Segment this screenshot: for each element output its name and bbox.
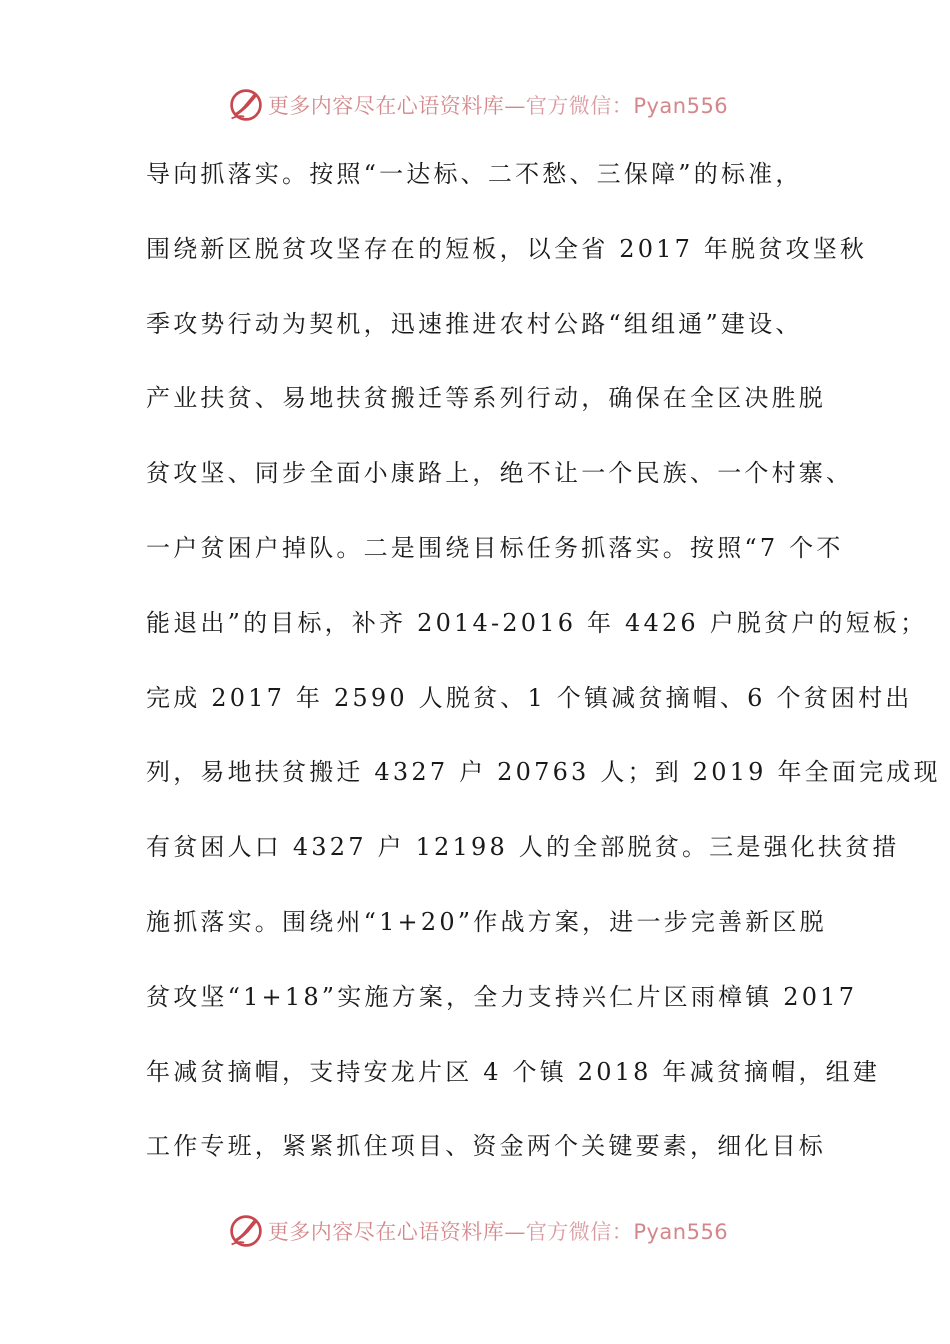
document-body xyxy=(146,137,941,1184)
pen-logo-icon xyxy=(228,1213,264,1249)
header-separator: — xyxy=(504,94,526,118)
footer-official-label: 官方微信： xyxy=(525,1220,634,1244)
body-line: 产业扶贫、易地扶贫搬迁等系列行动，确保在全区决胜脱 xyxy=(146,384,826,413)
body-line: 工作专班，紧紧抓住项目、资金两个关键要素，细化目标 xyxy=(146,1132,826,1161)
footer-text xyxy=(268,1216,728,1246)
footer-wechat-id: Pyan556 xyxy=(633,1220,729,1244)
header-wechat-id: Pyan556 xyxy=(633,94,729,118)
body-line: 导向抓落实。按照“一达标、二不愁、三保障”的标准， xyxy=(146,160,803,188)
body-line: 列，易地扶贫搬迁 4327 户 20763 人；到 2019 年全面完成现 xyxy=(146,758,941,787)
footer-banner xyxy=(0,1206,950,1256)
body-line: 围绕新区脱贫攻坚存在的短板，以全省 2017 年脱贫攻坚秋 xyxy=(146,234,868,263)
pen-logo-icon xyxy=(228,87,264,123)
footer-separator: — xyxy=(504,1220,526,1244)
body-line: 贫攻坚、同步全面小康路上，绝不让一个民族、一个村寨、 xyxy=(146,459,854,488)
footer-slogan: 更多内容尽在心语资料库 xyxy=(267,1220,505,1244)
body-line: 完成 2017 年 2590 人脱贫、1 个镇减贫摘帽、6 个贫困村出 xyxy=(146,683,913,712)
body-line: 能退出”的目标，补齐 2014-2016 年 4426 户脱贫户的短板； xyxy=(146,608,928,637)
header-banner xyxy=(0,80,950,130)
header-text xyxy=(268,90,728,120)
body-line: 贫攻坚“1+18”实施方案，全力支持兴仁片区雨樟镇 2017 xyxy=(146,982,858,1011)
body-line: 季攻势行动为契机，迅速推进农村公路“组组通”建设、 xyxy=(146,309,803,338)
header-slogan: 更多内容尽在心语资料库 xyxy=(267,94,505,118)
body-line: 有贫困人口 4327 户 12198 人的全部脱贫。三是强化扶贫措 xyxy=(146,833,900,862)
body-line: 年减贫摘帽，支持安龙片区 4 个镇 2018 年减贫摘帽，组建 xyxy=(146,1057,881,1086)
header-official-label: 官方微信： xyxy=(525,94,634,118)
body-line: 施抓落实。围绕州“1+20”作战方案，进一步完善新区脱 xyxy=(146,907,827,936)
body-line: 一户贫困户掉队。二是围绕目标任务抓落实。按照“7 个不 xyxy=(146,533,844,562)
